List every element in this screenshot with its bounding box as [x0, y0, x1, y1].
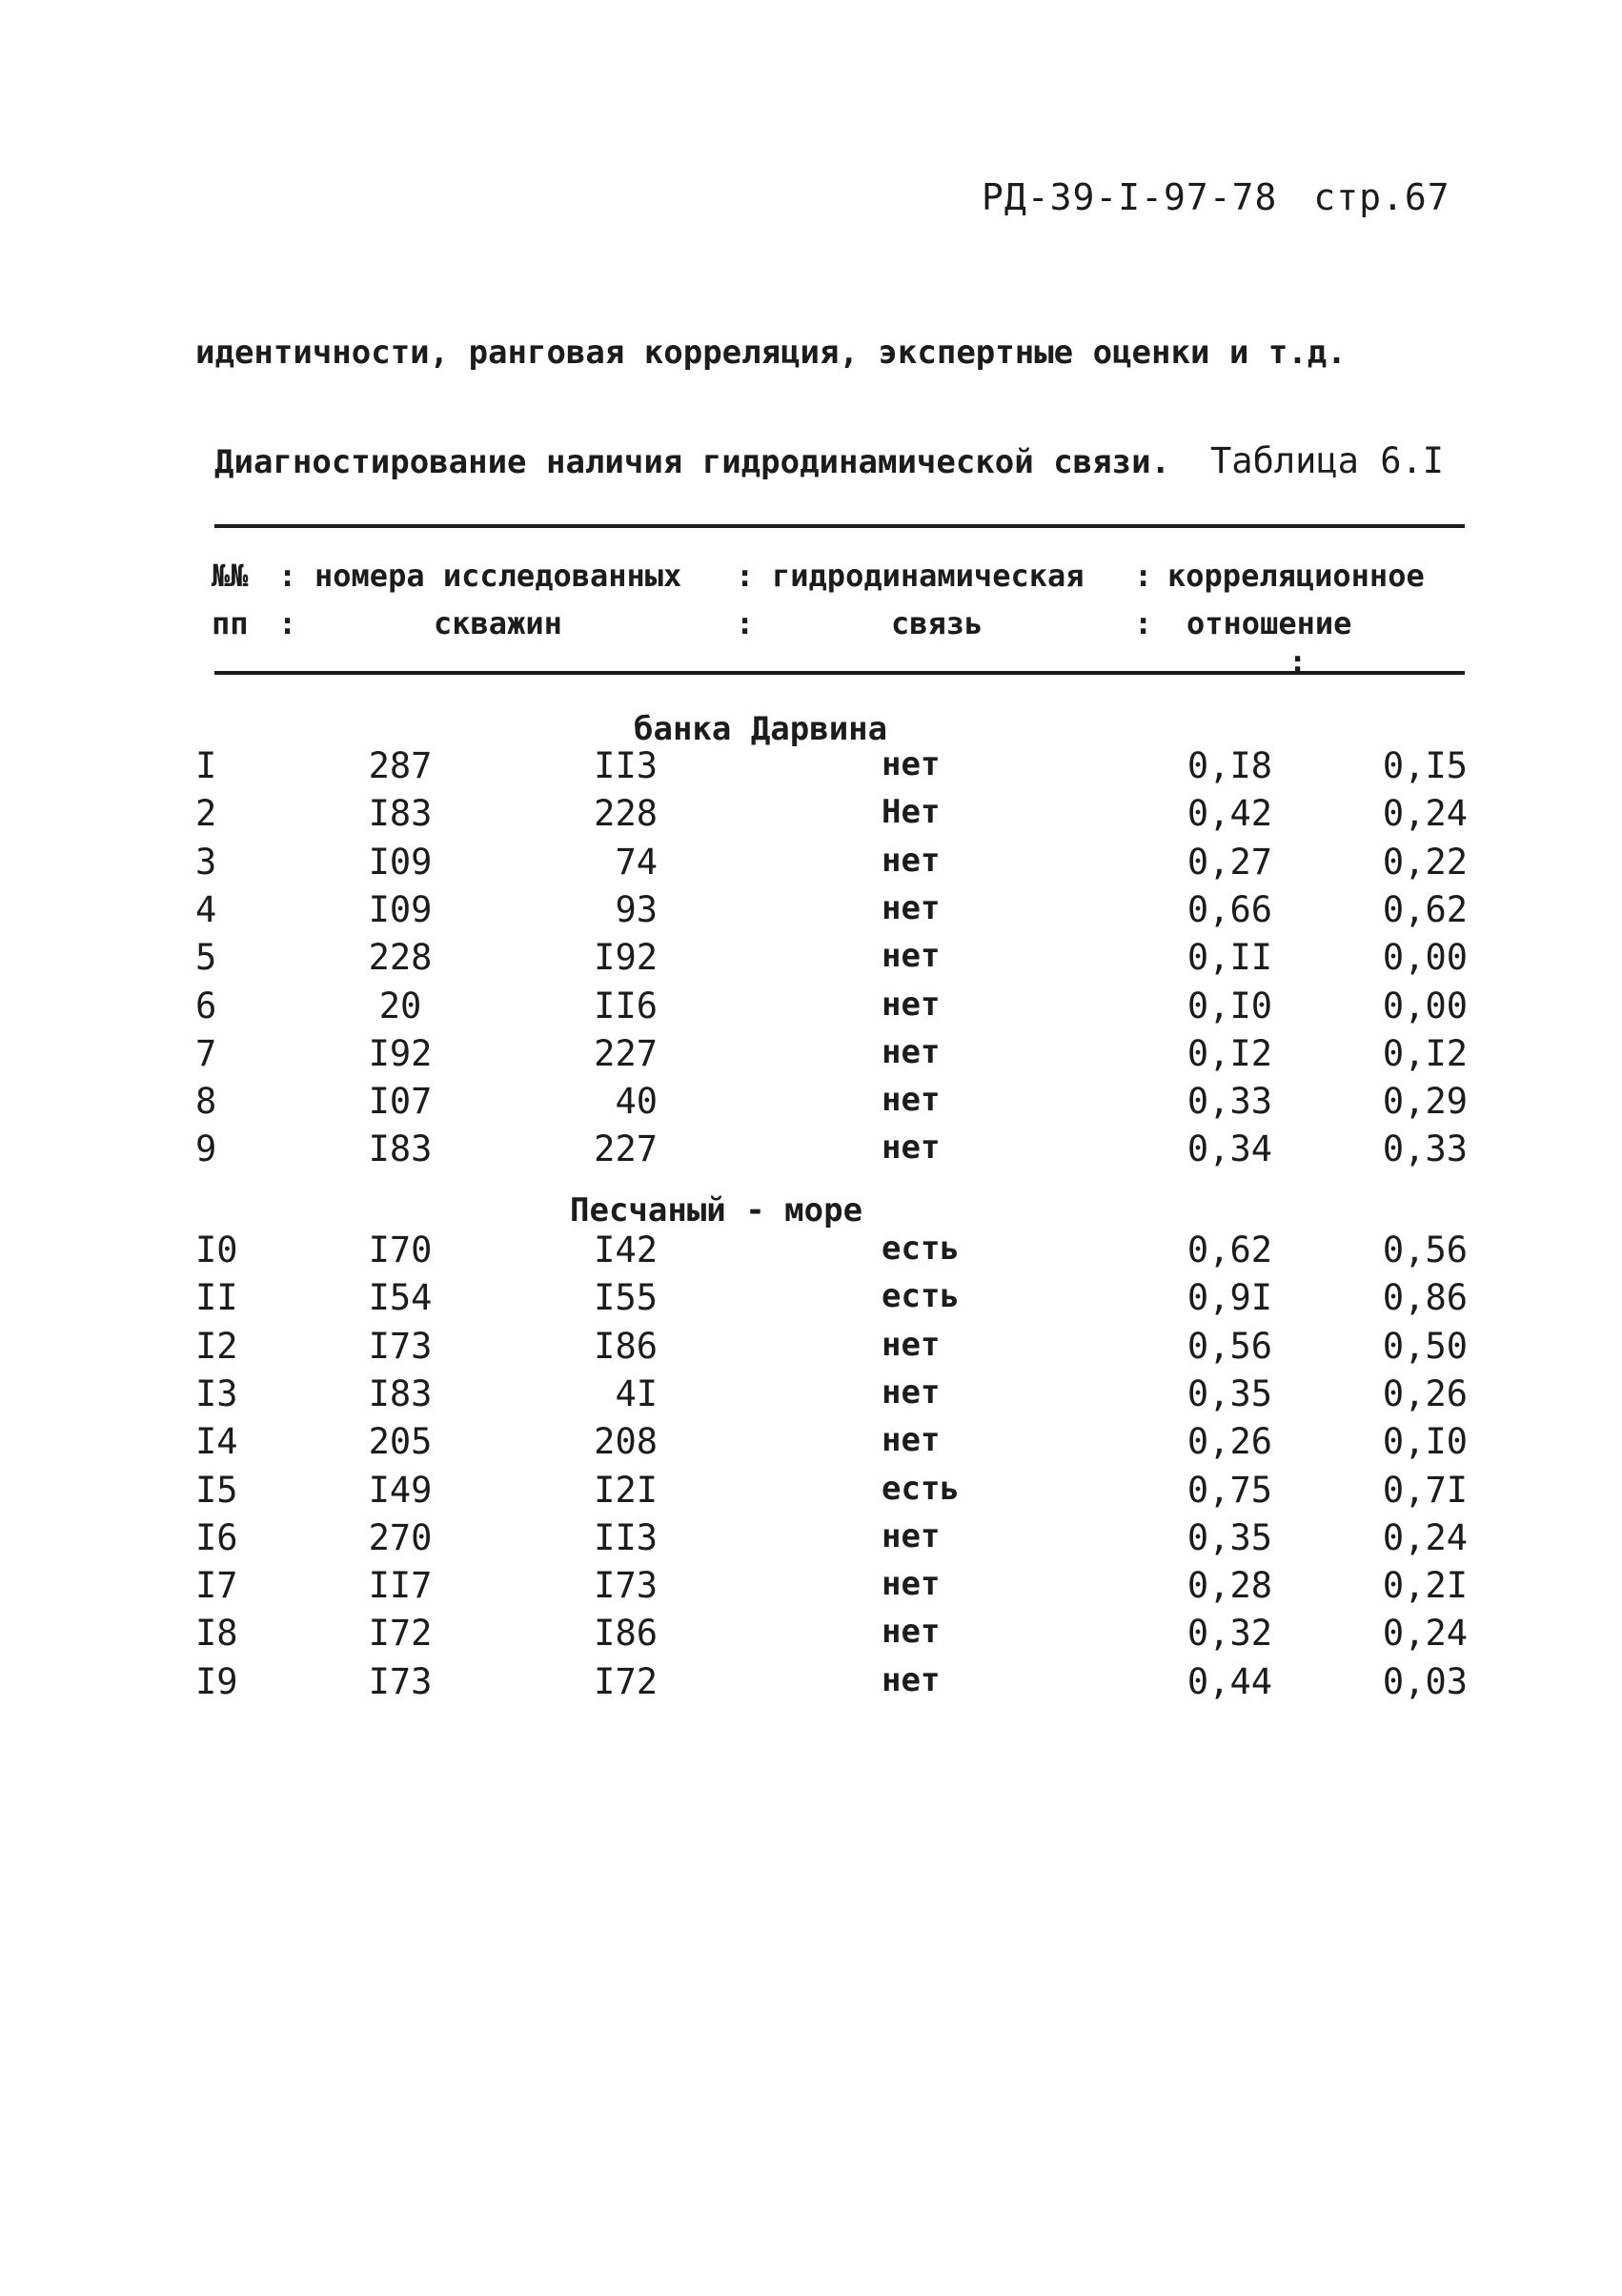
corr-ratio-1: 0,26: [1186, 1421, 1272, 1463]
corr-ratio-1: 0,32: [1186, 1613, 1272, 1655]
table-row: [0, 1613, 1622, 1660]
row-number: 4: [195, 888, 217, 930]
corr-ratio-2: 0,24: [1382, 793, 1468, 835]
page-number: стр.67: [1313, 176, 1450, 218]
corr-ratio-2: 0,2I: [1382, 1565, 1468, 1607]
row-number: I6: [195, 1516, 238, 1558]
table-row: [0, 1229, 1622, 1277]
well-number-2: I72: [594, 1660, 658, 1702]
corr-ratio-1: 0,44: [1186, 1660, 1272, 1702]
corr-ratio-2: 0,00: [1382, 937, 1468, 979]
hydro-link: есть: [882, 1229, 960, 1268]
header-separator: :: [736, 558, 755, 594]
header-link-line2: связь: [891, 605, 983, 641]
well-number-2: II6: [594, 985, 658, 1026]
header-separator: :: [1134, 605, 1153, 641]
table-number: Таблица 6.I: [1210, 440, 1445, 481]
well-number-2: I86: [594, 1325, 658, 1367]
corr-ratio-2: 0,56: [1382, 1229, 1468, 1270]
corr-ratio-2: 0,24: [1382, 1613, 1468, 1655]
corr-ratio-1: 0,34: [1186, 1128, 1272, 1170]
hydro-link: нет: [882, 1032, 941, 1071]
document-code: РД-39-I-97-78: [982, 176, 1278, 218]
intro-text: идентичности, ранговая корреляция, экспертные оценки и т.д.: [195, 334, 1347, 372]
header-wells-line1: номера исследованных: [314, 558, 682, 594]
table-row: [0, 1421, 1622, 1469]
well-number-1: I83: [368, 1128, 433, 1170]
corr-ratio-1: 0,28: [1186, 1565, 1272, 1607]
hydro-link: нет: [882, 985, 941, 1024]
well-number-2: I73: [594, 1565, 658, 1607]
header-link-line1: гидродинамическая: [772, 558, 1085, 594]
well-number-2: 93: [615, 888, 658, 930]
well-number-2: 227: [594, 1032, 658, 1074]
hydro-link: нет: [882, 888, 941, 927]
corr-ratio-2: 0,03: [1382, 1660, 1468, 1702]
table-title: Диагностирование наличия гидродинамической связи.: [214, 443, 1171, 481]
row-number: 7: [195, 1032, 217, 1074]
row-number: I8: [195, 1613, 238, 1655]
corr-ratio-2: 0,I0: [1382, 1421, 1468, 1463]
table-top-rule: [214, 524, 1465, 528]
well-number-2: I92: [594, 937, 658, 979]
well-number-1: I83: [368, 793, 433, 835]
well-number-1: 20: [378, 985, 422, 1026]
corr-ratio-1: 0,II: [1186, 937, 1272, 979]
well-number-1: I07: [368, 1081, 433, 1123]
row-number: I4: [195, 1421, 238, 1463]
corr-ratio-1: 0,35: [1186, 1516, 1272, 1558]
row-number: 6: [195, 985, 217, 1026]
well-number-2: 74: [615, 841, 658, 883]
header-wells-line2: скважин: [434, 605, 562, 641]
table-row: [0, 1326, 1622, 1373]
table-caption: [214, 440, 1444, 481]
well-number-2: I55: [594, 1277, 658, 1319]
well-number-1: I83: [368, 1372, 433, 1414]
corr-ratio-2: 0,I2: [1382, 1032, 1468, 1074]
table-row: [0, 1661, 1622, 1709]
well-number-2: 208: [594, 1421, 658, 1463]
corr-ratio-2: 0,33: [1382, 1128, 1468, 1170]
table-row: [0, 1373, 1622, 1421]
row-number: II: [195, 1277, 238, 1319]
well-number-2: 228: [594, 793, 658, 835]
table-row: [0, 745, 1622, 793]
table-row: [0, 937, 1622, 985]
hydro-link: нет: [882, 1516, 941, 1555]
well-number-1: I54: [368, 1277, 433, 1319]
row-number: I9: [195, 1660, 238, 1702]
corr-ratio-1: 0,33: [1186, 1081, 1272, 1123]
hydro-link: нет: [882, 1128, 941, 1168]
corr-ratio-1: 0,I0: [1186, 985, 1272, 1026]
corr-ratio-1: 0,66: [1186, 888, 1272, 930]
corr-ratio-2: 0,00: [1382, 985, 1468, 1026]
corr-ratio-2: 0,7I: [1382, 1469, 1468, 1511]
table-row: [0, 1081, 1622, 1128]
well-number-1: I92: [368, 1032, 433, 1074]
well-number-2: 40: [615, 1081, 658, 1123]
well-number-1: 228: [368, 937, 433, 979]
row-number: I5: [195, 1469, 238, 1511]
well-number-1: I09: [368, 841, 433, 883]
table-row: [0, 1565, 1622, 1613]
hydro-link: нет: [882, 1565, 941, 1604]
row-number: 5: [195, 937, 217, 979]
corr-ratio-2: 0,62: [1382, 888, 1468, 930]
well-number-1: I73: [368, 1660, 433, 1702]
hydro-link: нет: [882, 1421, 941, 1460]
well-number-1: II7: [368, 1565, 433, 1607]
corr-ratio-2: 0,22: [1382, 841, 1468, 883]
well-number-2: 227: [594, 1128, 658, 1170]
well-number-2: I86: [594, 1613, 658, 1655]
table-row: [0, 1033, 1622, 1081]
row-number: 3: [195, 841, 217, 883]
row-number: I0: [195, 1229, 238, 1270]
table-row: [0, 842, 1622, 889]
header-separator: :: [278, 605, 297, 641]
well-number-2: I42: [594, 1229, 658, 1270]
table-row: [0, 1277, 1622, 1325]
hydro-link: нет: [882, 1613, 941, 1652]
well-number-2: 4I: [615, 1372, 658, 1414]
corr-ratio-1: 0,I2: [1186, 1032, 1272, 1074]
group-title-peschany-sea: Песчаный - море: [570, 1191, 863, 1229]
table-row: [0, 1470, 1622, 1517]
hydro-link: нет: [882, 1372, 941, 1412]
hydro-link: есть: [882, 1469, 960, 1508]
hydro-link: нет: [882, 1660, 941, 1699]
well-number-1: 270: [368, 1516, 433, 1558]
group-title-darwin-bank: банка Дарвина: [634, 710, 888, 748]
corr-ratio-2: 0,26: [1382, 1372, 1468, 1414]
hydro-link: нет: [882, 745, 941, 783]
table-header-rule: [214, 671, 1465, 675]
corr-ratio-1: 0,56: [1186, 1325, 1272, 1367]
corr-ratio-1: 0,42: [1186, 793, 1272, 835]
well-number-2: II3: [594, 1516, 658, 1558]
corr-ratio-2: 0,29: [1382, 1081, 1468, 1123]
header-separator: :: [278, 558, 297, 594]
well-number-2: I2I: [594, 1469, 658, 1511]
header-corr-line2: отношение: [1186, 605, 1352, 641]
hydro-link: нет: [882, 1325, 941, 1364]
hydro-link: нет: [882, 841, 941, 880]
row-number: I3: [195, 1372, 238, 1414]
well-number-1: I49: [368, 1469, 433, 1511]
well-number-1: 205: [368, 1421, 433, 1463]
header-separator: :: [1134, 558, 1153, 594]
corr-ratio-1: 0,I8: [1186, 745, 1272, 786]
well-number-1: I70: [368, 1229, 433, 1270]
hydro-link: нет: [882, 1081, 941, 1120]
hydro-link: есть: [882, 1277, 960, 1316]
row-number: I2: [195, 1325, 238, 1367]
well-number-1: I72: [368, 1613, 433, 1655]
table-row: [0, 1128, 1622, 1176]
row-number: 8: [195, 1081, 217, 1123]
header-corr-line1: корреляционное: [1167, 558, 1425, 594]
row-number: 2: [195, 793, 217, 835]
row-number: I7: [195, 1565, 238, 1607]
corr-ratio-1: 0,35: [1186, 1372, 1272, 1414]
corr-ratio-2: 0,86: [1382, 1277, 1468, 1319]
corr-ratio-2: 0,I5: [1382, 745, 1468, 786]
row-number: 9: [195, 1128, 217, 1170]
hydro-link: Нет: [882, 793, 941, 832]
table-row: [0, 889, 1622, 937]
table-row: [0, 1517, 1622, 1565]
corr-ratio-1: 0,9I: [1186, 1277, 1272, 1319]
well-number-2: II3: [594, 745, 658, 786]
well-number-1: I09: [368, 888, 433, 930]
table-row: [0, 793, 1622, 841]
corr-ratio-1: 0,27: [1186, 841, 1272, 883]
header-separator: :: [1288, 643, 1308, 680]
corr-ratio-2: 0,50: [1382, 1325, 1468, 1367]
row-number: I: [195, 745, 217, 786]
well-number-1: I73: [368, 1325, 433, 1367]
header-separator: :: [736, 605, 755, 641]
corr-ratio-2: 0,24: [1382, 1516, 1468, 1558]
header-no-line2: пп: [212, 605, 249, 641]
corr-ratio-1: 0,75: [1186, 1469, 1272, 1511]
page-header: [982, 176, 1450, 218]
well-number-1: 287: [368, 745, 433, 786]
corr-ratio-1: 0,62: [1186, 1229, 1272, 1270]
header-no-line1: №№: [212, 558, 249, 594]
hydro-link: нет: [882, 937, 941, 976]
table-row: [0, 985, 1622, 1033]
